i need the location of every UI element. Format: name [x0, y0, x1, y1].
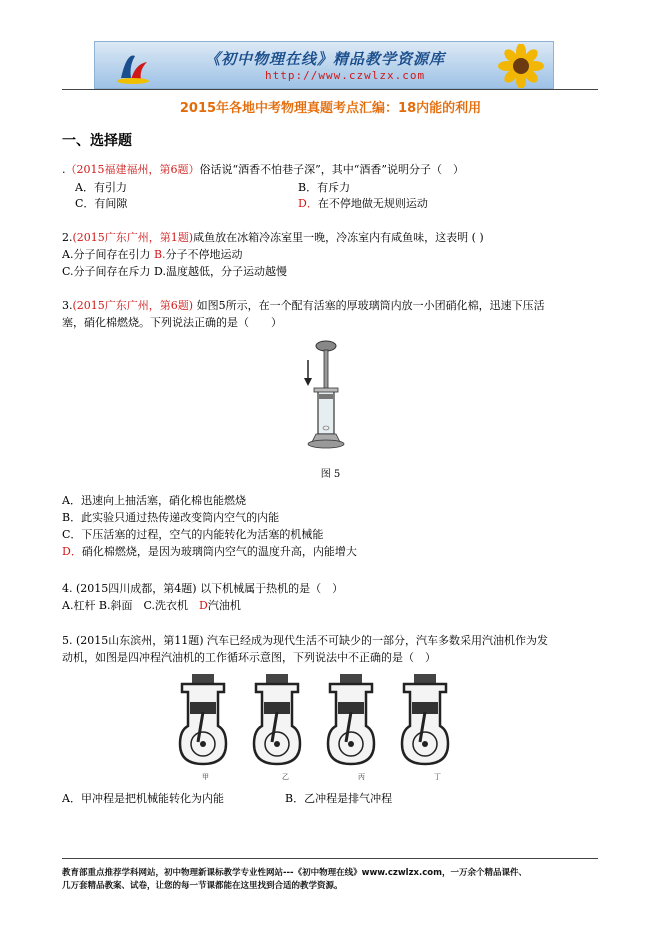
section-title: 一、选择题 [62, 133, 132, 149]
stroke-label-ding: 丁 [434, 773, 441, 781]
sunflower-icon [489, 44, 549, 88]
four-stroke-engine-diagram [170, 672, 470, 772]
question-5-line-2: 动机，如图是四冲程汽油机的工作循环示意图，下列说法中不正确的是（ ） [62, 651, 436, 664]
q1-option-d: D．在不停地做无规则运动 [298, 197, 428, 210]
footer-line-1: 教育部重点推荐学科网站，初中物理新课标教学专业性网站---《初中物理在线》www.czwlzx.com，一万余个精品课件、 [62, 868, 527, 878]
q5-option-b: B．乙冲程是排气冲程 [285, 792, 393, 805]
question-5: 5. (2015山东滨州，第11题) 汽车已经成为现代生活不可缺少的一部分，汽车多数采用汽油机作为发 [62, 634, 549, 647]
figure-5-caption: 图 5 [320, 469, 341, 480]
q2-options-row-2: C.分子间存在斥力 D.温度越低，分子运动越慢 [62, 265, 287, 278]
header-banner [94, 41, 554, 89]
q2-options-row-1: A.分子间存在引力 B.分子不停地运动 [62, 248, 243, 261]
question-2-source: (2015广东广州，第1题) [72, 231, 194, 244]
q3-option-a: A．迅速向上抽活塞，硝化棉也能燃烧 [62, 494, 246, 507]
question-3: 3.(2015广东广州，第6题) 如图5所示，在一个配有活塞的厚玻璃筒内放一小团硝化棉，迅速下压活 [62, 299, 545, 312]
q3-option-d: D．硝化棉燃烧，是因为玻璃筒内空气的温度升高，内能增大 [62, 545, 357, 558]
question-1-prefix: . [62, 163, 66, 176]
q3-option-b: B．此实验只通过热传递改变筒内空气的内能 [62, 511, 280, 524]
footer-divider [62, 858, 598, 859]
stroke-label-yi: 乙 [282, 773, 289, 781]
header-divider [62, 89, 598, 90]
question-1 [62, 163, 464, 177]
piston-cylinder-figure [296, 338, 352, 456]
document-title: 2015年各地中考物理真题考点汇编：18内能的利用 [179, 101, 482, 116]
stroke-label-bing: 丙 [358, 773, 365, 781]
q3-option-c: C．下压活塞的过程，空气的内能转化为活塞的机械能 [62, 528, 324, 541]
question-1-text: 俗话说“酒香不怕巷子深”，其中“酒香”说明分子（ ） [199, 163, 464, 176]
question-3-line-2: 塞，硝化棉燃烧。下列说法正确的是（ ） [62, 316, 282, 329]
q1-option-b: B．有斥力 [298, 181, 351, 194]
stroke-label-jia: 甲 [202, 773, 209, 781]
banner-title: 《初中物理在线》精品教学资源库 [205, 50, 446, 68]
footer-line-2: 几万套精品教案、试卷，让您的每一节课都能在这里找到合适的教学资源。 [62, 881, 343, 891]
q1-option-a: A．有引力 [75, 181, 127, 194]
question-3-source: (2015广东广州，第6题) [72, 299, 194, 312]
site-logo-icon [113, 46, 153, 86]
question-2: 2.(2015广东广州，第1题)咸鱼放在冰箱冷冻室里一晚，冷冻室内有咸鱼味，这表明 ( ) [62, 231, 484, 244]
question-4: 4. (2015四川成都，第4题) 以下机械属于热机的是（ ） [62, 582, 344, 595]
q1-option-c: C．有间隙 [75, 197, 128, 210]
q4-options: A.杠杆 B.斜面 C.洗衣机 D汽油机 [62, 599, 241, 612]
q5-option-a: A．甲冲程是把机械能转化为内能 [62, 792, 224, 805]
question-2-text: 咸鱼放在冰箱冷冻室里一晚，冷冻室内有咸鱼味，这表明 ( ) [193, 231, 484, 244]
banner-url: http://www.czwlzx.com [265, 69, 426, 82]
question-1-source: （2015福建福州，第6题） [65, 163, 200, 176]
